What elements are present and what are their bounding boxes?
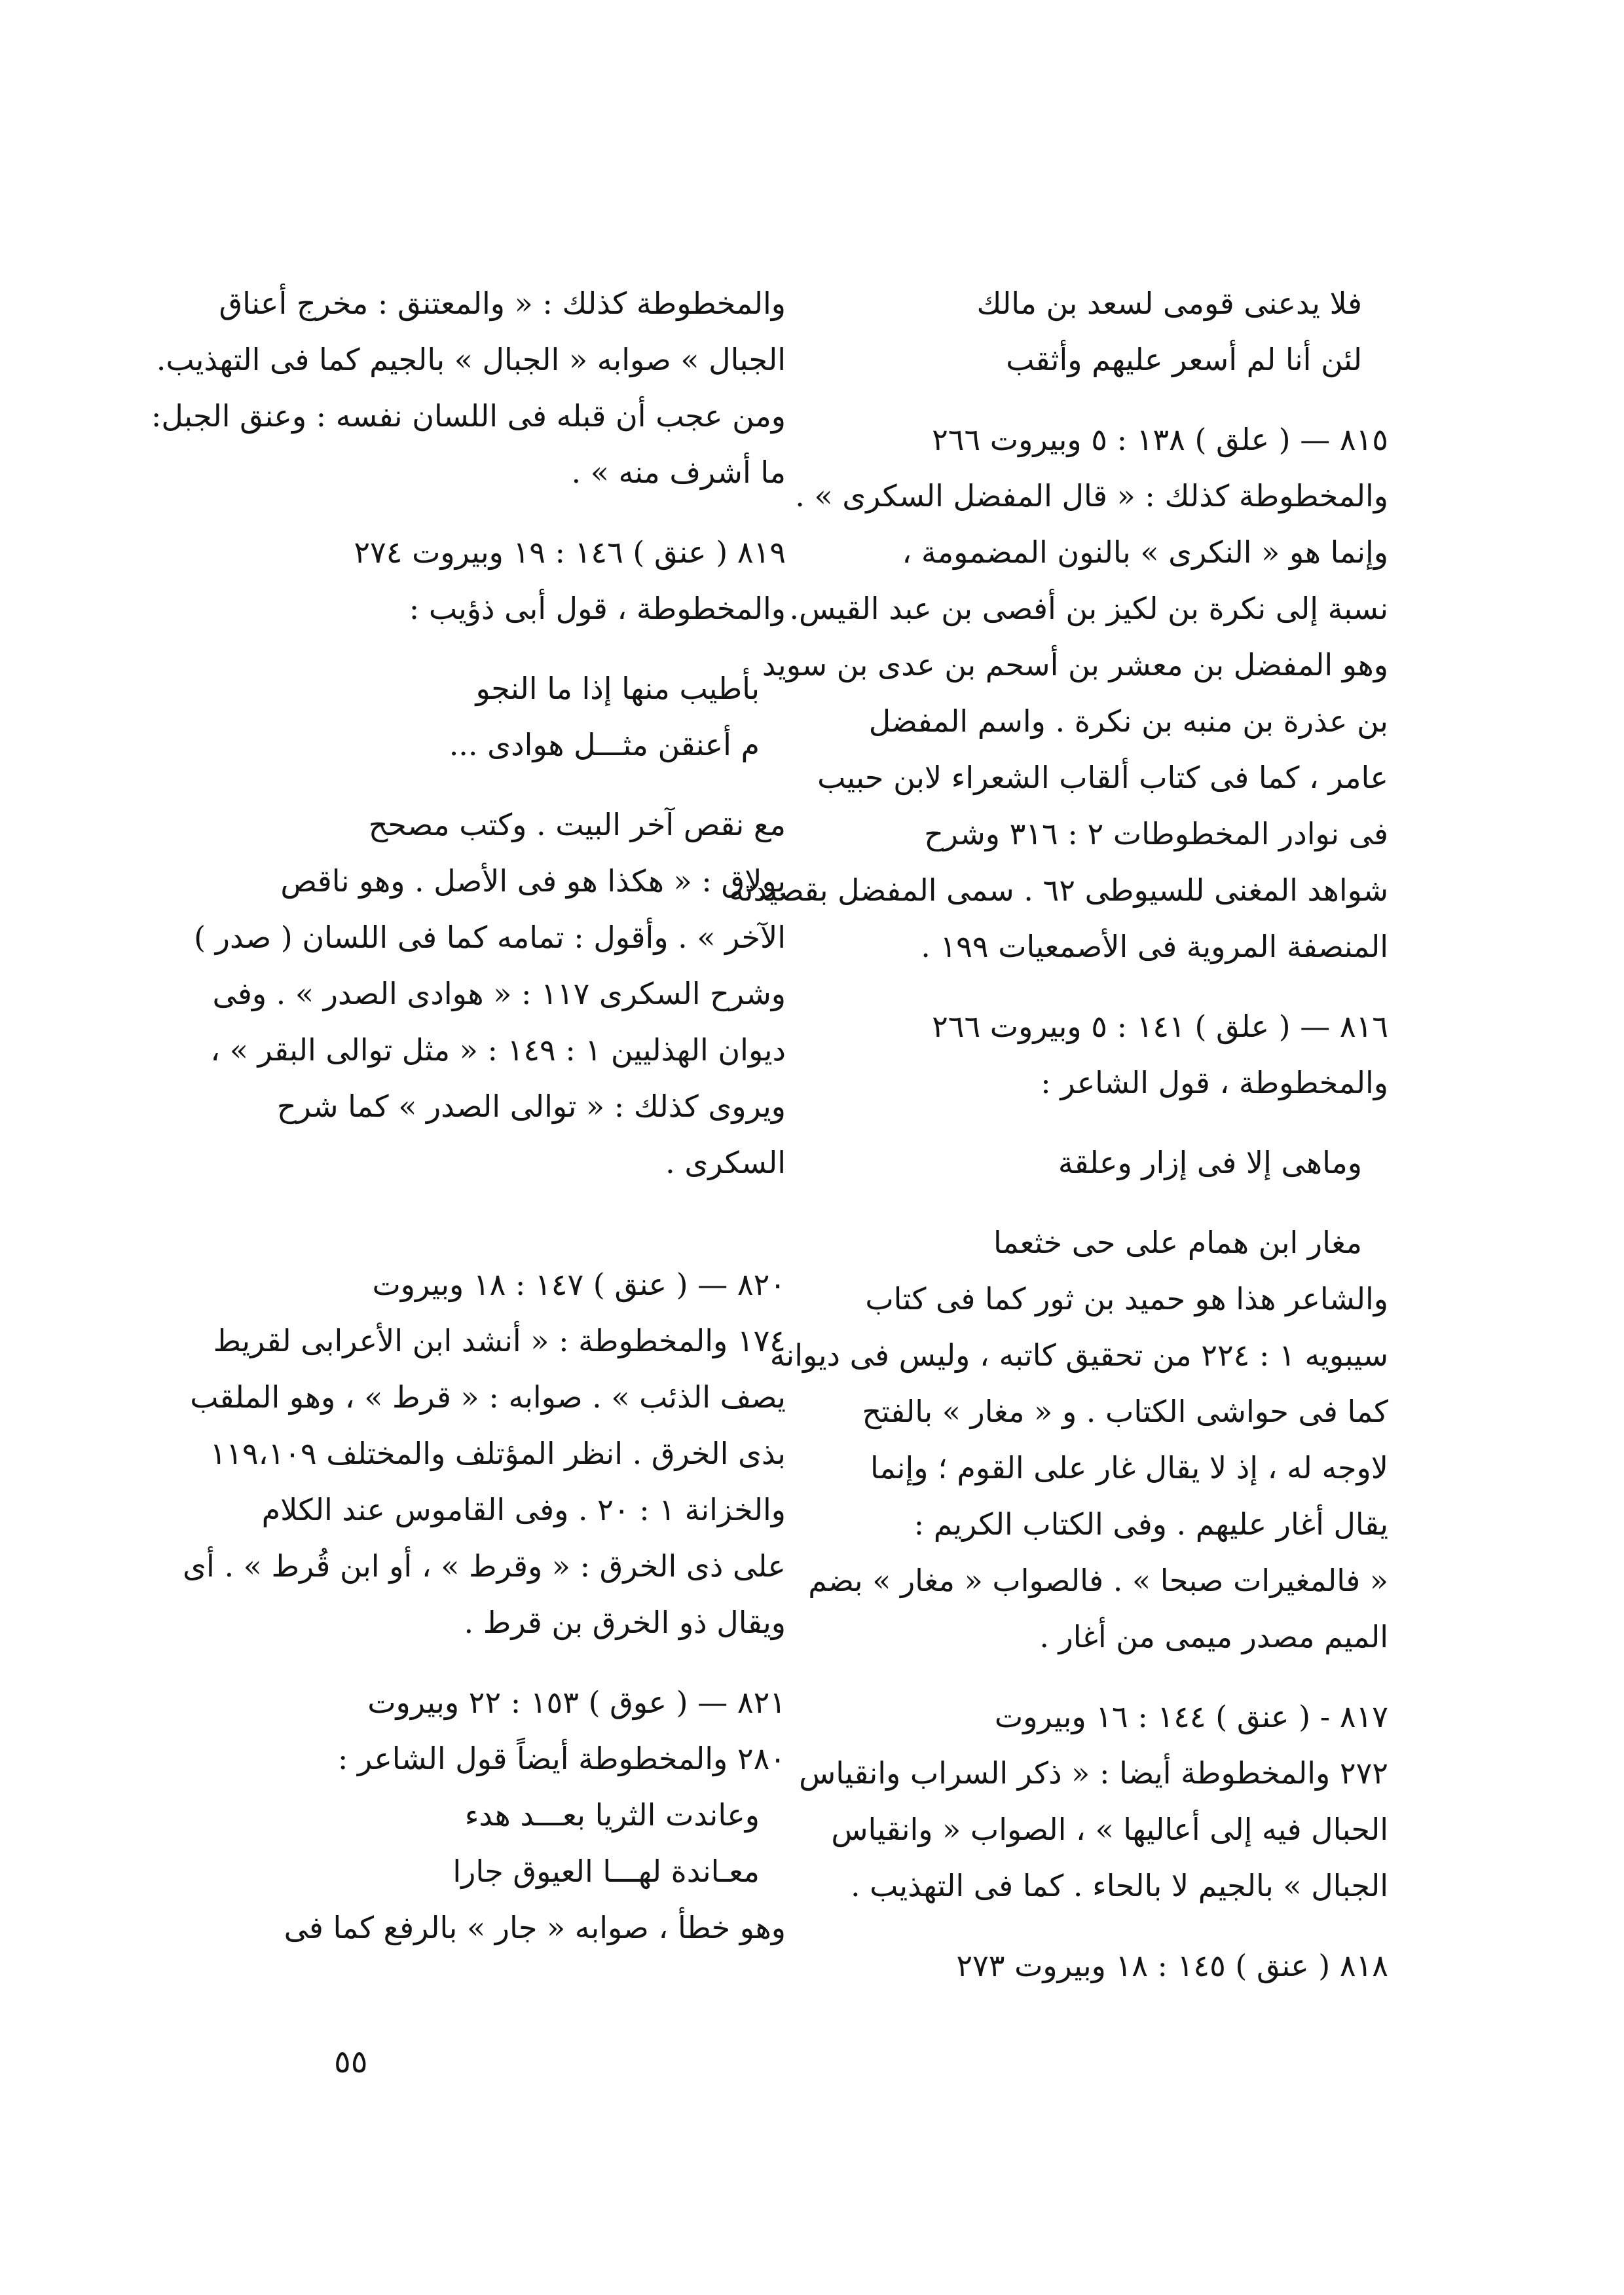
note-line: بولاق : « هكذا هو فى الأصل . وهو ناقص: [280, 863, 786, 899]
verse-block: [877, 1134, 1388, 1271]
note-line: والمخطوطة كذلك : « قال المفضل السكرى » .: [795, 478, 1388, 513]
note-line: على ذى الخرق : « وقرط » ، أو ابن قُرط » . أى: [183, 1548, 786, 1584]
note-819-continued: [194, 796, 786, 1191]
note-line: ٢٨٠ والمخطوطة أيضاً قول الشاعر :: [337, 1741, 786, 1776]
note-816-continued: [769, 1271, 1388, 1665]
note-line: والمخطوطة ، قول أبى ذؤيب :: [409, 591, 786, 626]
note-line: والمخطوطة كذلك : « والمعتنق : مخرج أعناق: [219, 286, 786, 321]
verse-block: [229, 660, 786, 773]
note-line: ٨٢٠ — ( عنق ) ١٤٧ : ١٨ وبيروت: [372, 1267, 786, 1302]
note-816: [877, 998, 1388, 1111]
note-line: « فالمغيرات صبحا » . فالصواب « مغار » بضم: [808, 1563, 1388, 1598]
note-line: ما أشرف منه » .: [571, 455, 786, 490]
note-line: ٨٢١ — ( عوق ) ١٥٣ : ٢٢ وبيروت: [367, 1685, 786, 1720]
note-818: [877, 1937, 1388, 1994]
note-820: [183, 1256, 786, 1651]
note-line: ٨١٧ - ( عنق ) ١٤٤ : ١٦ وبيروت: [994, 1699, 1388, 1734]
note-818-continued: [151, 275, 786, 500]
verse-line: مغار ابن همام على حى خثعما: [993, 1225, 1362, 1260]
note-line: ٨١٦ — ( علق ) ١٤١ : ٥ وبيروت ٢٦٦: [932, 1009, 1388, 1044]
note-line: بن عذرة بن منبه بن نكرة . واسم المفضل: [868, 703, 1388, 739]
note-line: سيبويه ١ : ٢٢٤ من تحقيق كاتبه ، وليس فى ديوانه: [769, 1337, 1388, 1373]
note-line: المنصفة المروية فى الأصمعيات ١٩٩ .: [921, 929, 1388, 964]
note-line: يقال أغار عليهم . وفى الكتاب الكريم :: [913, 1506, 1388, 1542]
note-line: ومن عجب أن قبله فى اللسان نفسه : وعنق الجبل:: [151, 398, 786, 434]
verse-block: [229, 1787, 786, 1899]
right-column: [729, 275, 1388, 1994]
verse-block: [877, 275, 1388, 388]
note-line: بذى الخرق . انظر المؤتلف والمختلف ١١٩،١٠٩: [210, 1436, 786, 1471]
note-line: شواهد المغنى للسيوطى ٦٢ . سمى المفضل بقصيدته: [729, 872, 1388, 908]
note-line: ويقال ذو الخرق بن قرط .: [464, 1605, 786, 1640]
note-line: ٢٧٢ والمخطوطة أيضا : « ذكر السراب وانقياس: [799, 1755, 1388, 1791]
note-line: لاوجه له ، إذ لا يقال غار على القوم ؛ وإنما: [870, 1450, 1388, 1485]
note-line: مع نقص آخر البيت . وكتب مصحح: [368, 807, 786, 842]
note-line: الجبال » صوابه « الجبال » بالجيم كما فى التهذيب.: [156, 342, 786, 377]
verse-line: م أعنقن مثـــل هوادى ...: [449, 727, 760, 762]
note-line: فى نوادر المخطوطات ٢ : ٣١٦ وشرح: [924, 816, 1388, 851]
verse-line: فلا يدعنى قومى لسعد بن مالك: [976, 286, 1362, 321]
note-line: نسبة إلى نكرة بن لكيز بن أفصى بن عبد القيس.: [789, 591, 1388, 626]
note-821: [229, 1674, 786, 1787]
note-line: ويروى كذلك : « توالى الصدر » كما شرح: [276, 1089, 786, 1124]
note-line: ٨١٨ ( عنق ) ١٤٥ : ١٨ وبيروت ٢٧٣: [956, 1948, 1388, 1983]
note-line: والخزانة ١ : ٢٠ . وفى القاموس عند الكلام: [261, 1492, 786, 1527]
note-line: ٨١٥ — ( علق ) ١٣٨ : ٥ وبيروت ٢٦٦: [932, 422, 1388, 457]
note-line: السكرى .: [665, 1145, 786, 1180]
left-column: [151, 275, 786, 1956]
note-819: [229, 524, 786, 637]
note-line: وهو المفضل بن معشر بن أسحم بن عدى بن سويد: [762, 647, 1388, 682]
note-821-continued: [229, 1899, 786, 1956]
note-line: الميم مصدر ميمى من أغار .: [1039, 1619, 1388, 1654]
note-line: ٨١٩ ( عنق ) ١٤٦ : ١٩ وبيروت ٢٧٤: [354, 534, 786, 570]
note-line: وهو خطأ ، صوابه « جار » بالرفع كما فى: [284, 1910, 786, 1945]
verse-line: وعاندت الثريا بعـــد هدء: [464, 1797, 760, 1833]
note-line: ١٧٤ والمخطوطة : « أنشد ابن الأعرابى لقريط: [213, 1323, 786, 1358]
verse-line: معـاندة لهـــا العيوق جارا: [452, 1854, 760, 1889]
note-line: يصف الذئب » . صوابه : « قرط » ، وهو الملقب: [190, 1379, 786, 1415]
verse-line: وماهى إلا فى إزار وعلقة: [1058, 1145, 1362, 1180]
note-line: الحبال فيه إلى أعاليها » ، الصواب « وانقياس: [831, 1812, 1388, 1847]
note-line: وإنما هو « النكرى » بالنون المضمومة ،: [902, 534, 1388, 570]
note-line: الجبال » بالجيم لا بالحاء . كما فى التهذيب .: [850, 1868, 1388, 1903]
verse-line: لئن أنا لم أسعر عليهم وأثقب: [1006, 342, 1362, 377]
note-line: كما فى حواشى الكتاب . و « مغار » بالفتح: [862, 1394, 1388, 1429]
note-line: عامر ، كما فى كتاب ألقاب الشعراء لابن حبيب: [817, 760, 1388, 795]
note-line: الآخر » . وأقول : تمامه كما فى اللسان ( صدر ): [194, 920, 786, 955]
note-817: [799, 1689, 1388, 1914]
note-line: ديوان الهذليين ١ : ١٤٩ : « مثل توالى البقر » ،: [210, 1032, 786, 1068]
note-line: والشاعر هذا هو حميد بن ثور كما فى كتاب: [865, 1281, 1388, 1316]
note-815: [729, 411, 1388, 975]
note-line: والمخطوطة ، قول الشاعر :: [1041, 1065, 1388, 1100]
verse-line: بأطيب منها إذا ما النجو: [475, 671, 760, 706]
page-number: ٥٥: [334, 2043, 368, 2080]
note-line: وشرح السكرى ١١٧ : « هوادى الصدر » . وفى: [212, 976, 786, 1011]
